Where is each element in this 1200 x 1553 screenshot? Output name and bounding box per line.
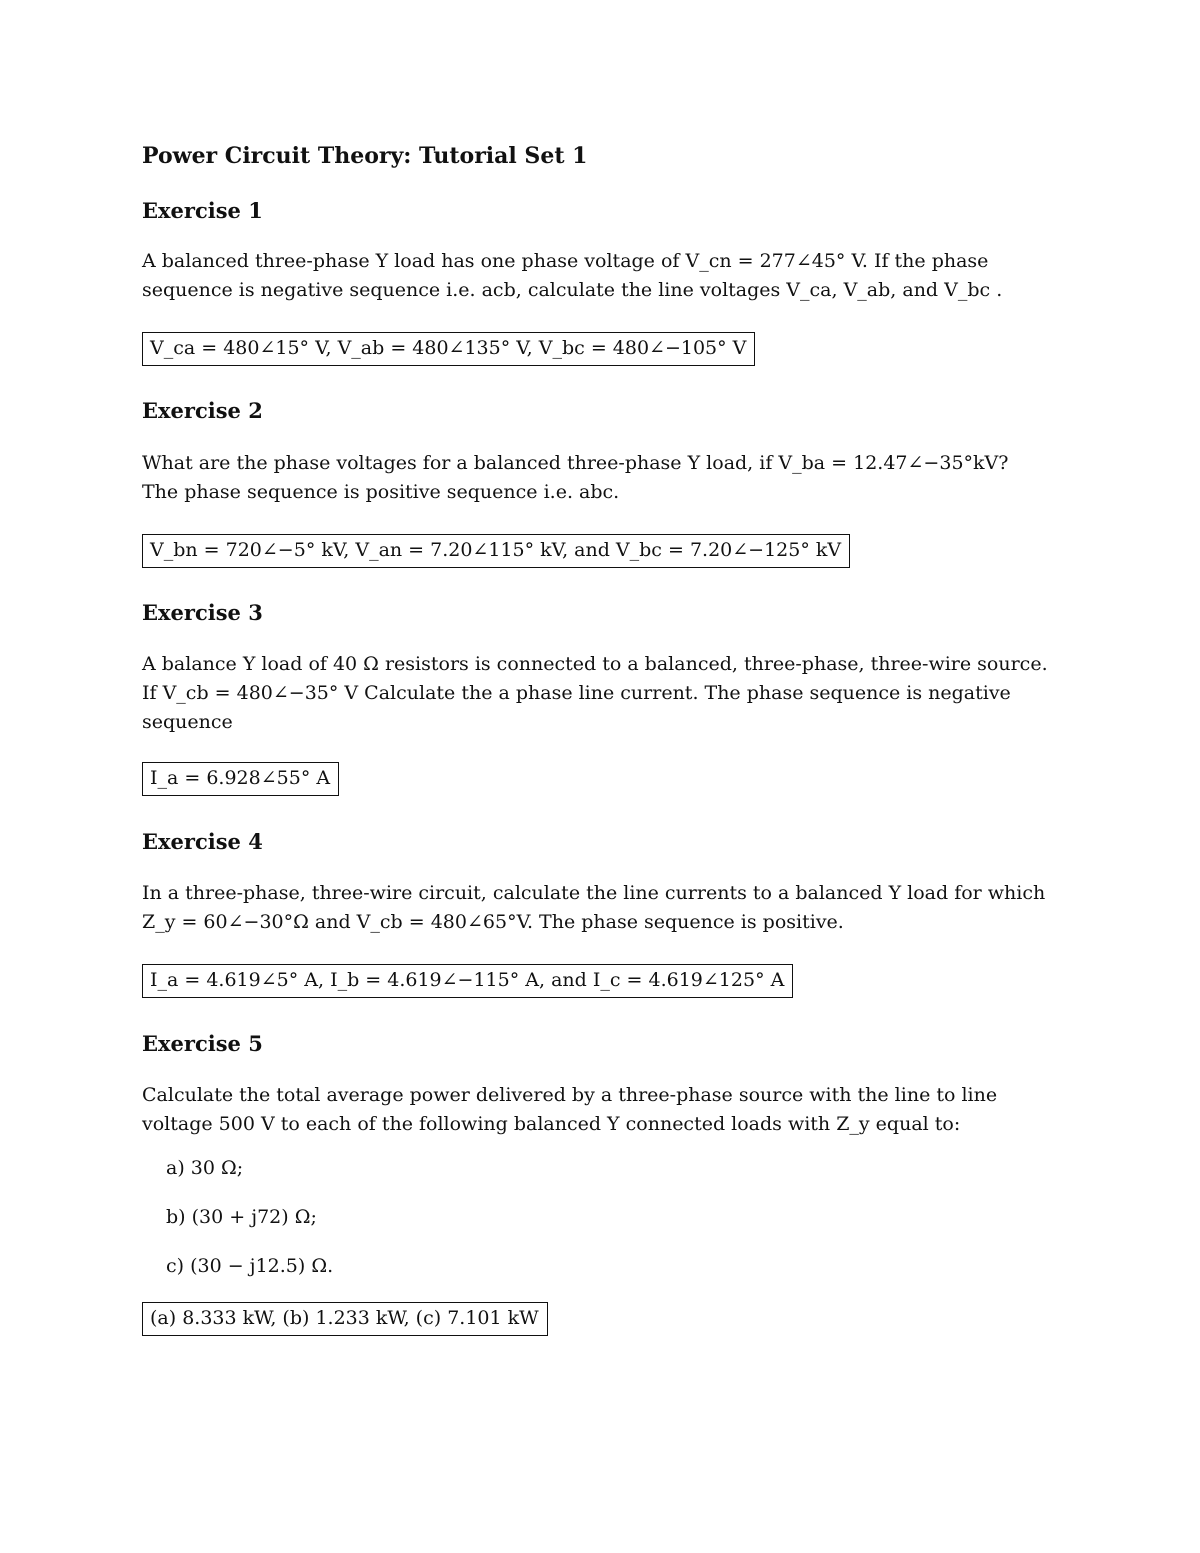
exercise-4-text — [142, 879, 1060, 937]
page-title: Power Circuit Theory: Tutorial Set 1 — [142, 143, 588, 169]
exercise-2-answer-box: V_bn = 720∠−5° kV, V_an = 7.20∠115° kV, and V_bc = 7.20∠−125° kV — [142, 534, 850, 568]
exercise-1-line-2: sequence is negative sequence i.e. acb, calculate the line voltages V_ca, V_ab, and V_bc . — [142, 279, 1003, 301]
exercise-3-line-3: sequence — [142, 711, 233, 733]
exercise-3-line-1: A balance Y load of 40 Ω resistors is connected to a balanced, three-phase, three-wire source. — [142, 653, 1048, 675]
exercise-4-answer-box: I_a = 4.619∠5° A, I_b = 4.619∠−115° A, and I_c = 4.619∠125° A — [142, 964, 793, 998]
exercise-3-text — [142, 650, 1060, 737]
exercise-1-answer-box: V_ca = 480∠15° V, V_ab = 480∠135° V, V_bc = 480∠−105° V — [142, 332, 755, 366]
list-item-b: b) (30 + j72) Ω; — [166, 1206, 317, 1228]
exercise-5-heading: Exercise 5 — [142, 1031, 263, 1056]
exercise-4-line-1: In a three-phase, three-wire circuit, calculate the line currents to a balanced Y load for which — [142, 882, 1046, 904]
exercise-4-heading: Exercise 4 — [142, 829, 263, 854]
exercise-3-answer-box: I_a = 6.928∠55° A — [142, 762, 339, 796]
exercise-3-heading: Exercise 3 — [142, 600, 263, 625]
exercise-5-line-2: voltage 500 V to each of the following balanced Y connected loads with Z_y equal to: — [142, 1113, 961, 1135]
exercise-5-text — [142, 1081, 1060, 1139]
exercise-1-text — [142, 247, 1060, 305]
exercise-2-text — [142, 449, 1060, 507]
list-item-a: a) 30 Ω; — [166, 1157, 244, 1179]
exercise-1-line-1: A balanced three-phase Y load has one phase voltage of V_cn = 277∠45° V. If the phase — [142, 250, 989, 272]
exercise-2-heading: Exercise 2 — [142, 398, 263, 423]
exercise-4-line-2: Z_y = 60∠−30°Ω and V_cb = 480∠65°V. The phase sequence is positive. — [142, 911, 844, 933]
exercise-3-line-2: If V_cb = 480∠−35° V Calculate the a phase line current. The phase sequence is negative — [142, 682, 1011, 704]
exercise-5-answer-box: (a) 8.333 kW, (b) 1.233 kW, (c) 7.101 kW — [142, 1302, 548, 1336]
list-item-c: c) (30 − j12.5) Ω. — [166, 1255, 334, 1277]
exercise-1-heading: Exercise 1 — [142, 198, 263, 223]
exercise-2-line-2: The phase sequence is positive sequence i.e. abc. — [142, 481, 620, 503]
exercise-2-line-1: What are the phase voltages for a balanced three-phase Y load, if V_ba = 12.47∠−35°kV? — [142, 452, 1009, 474]
exercise-5-line-1: Calculate the total average power delivered by a three-phase source with the line to line — [142, 1084, 998, 1106]
